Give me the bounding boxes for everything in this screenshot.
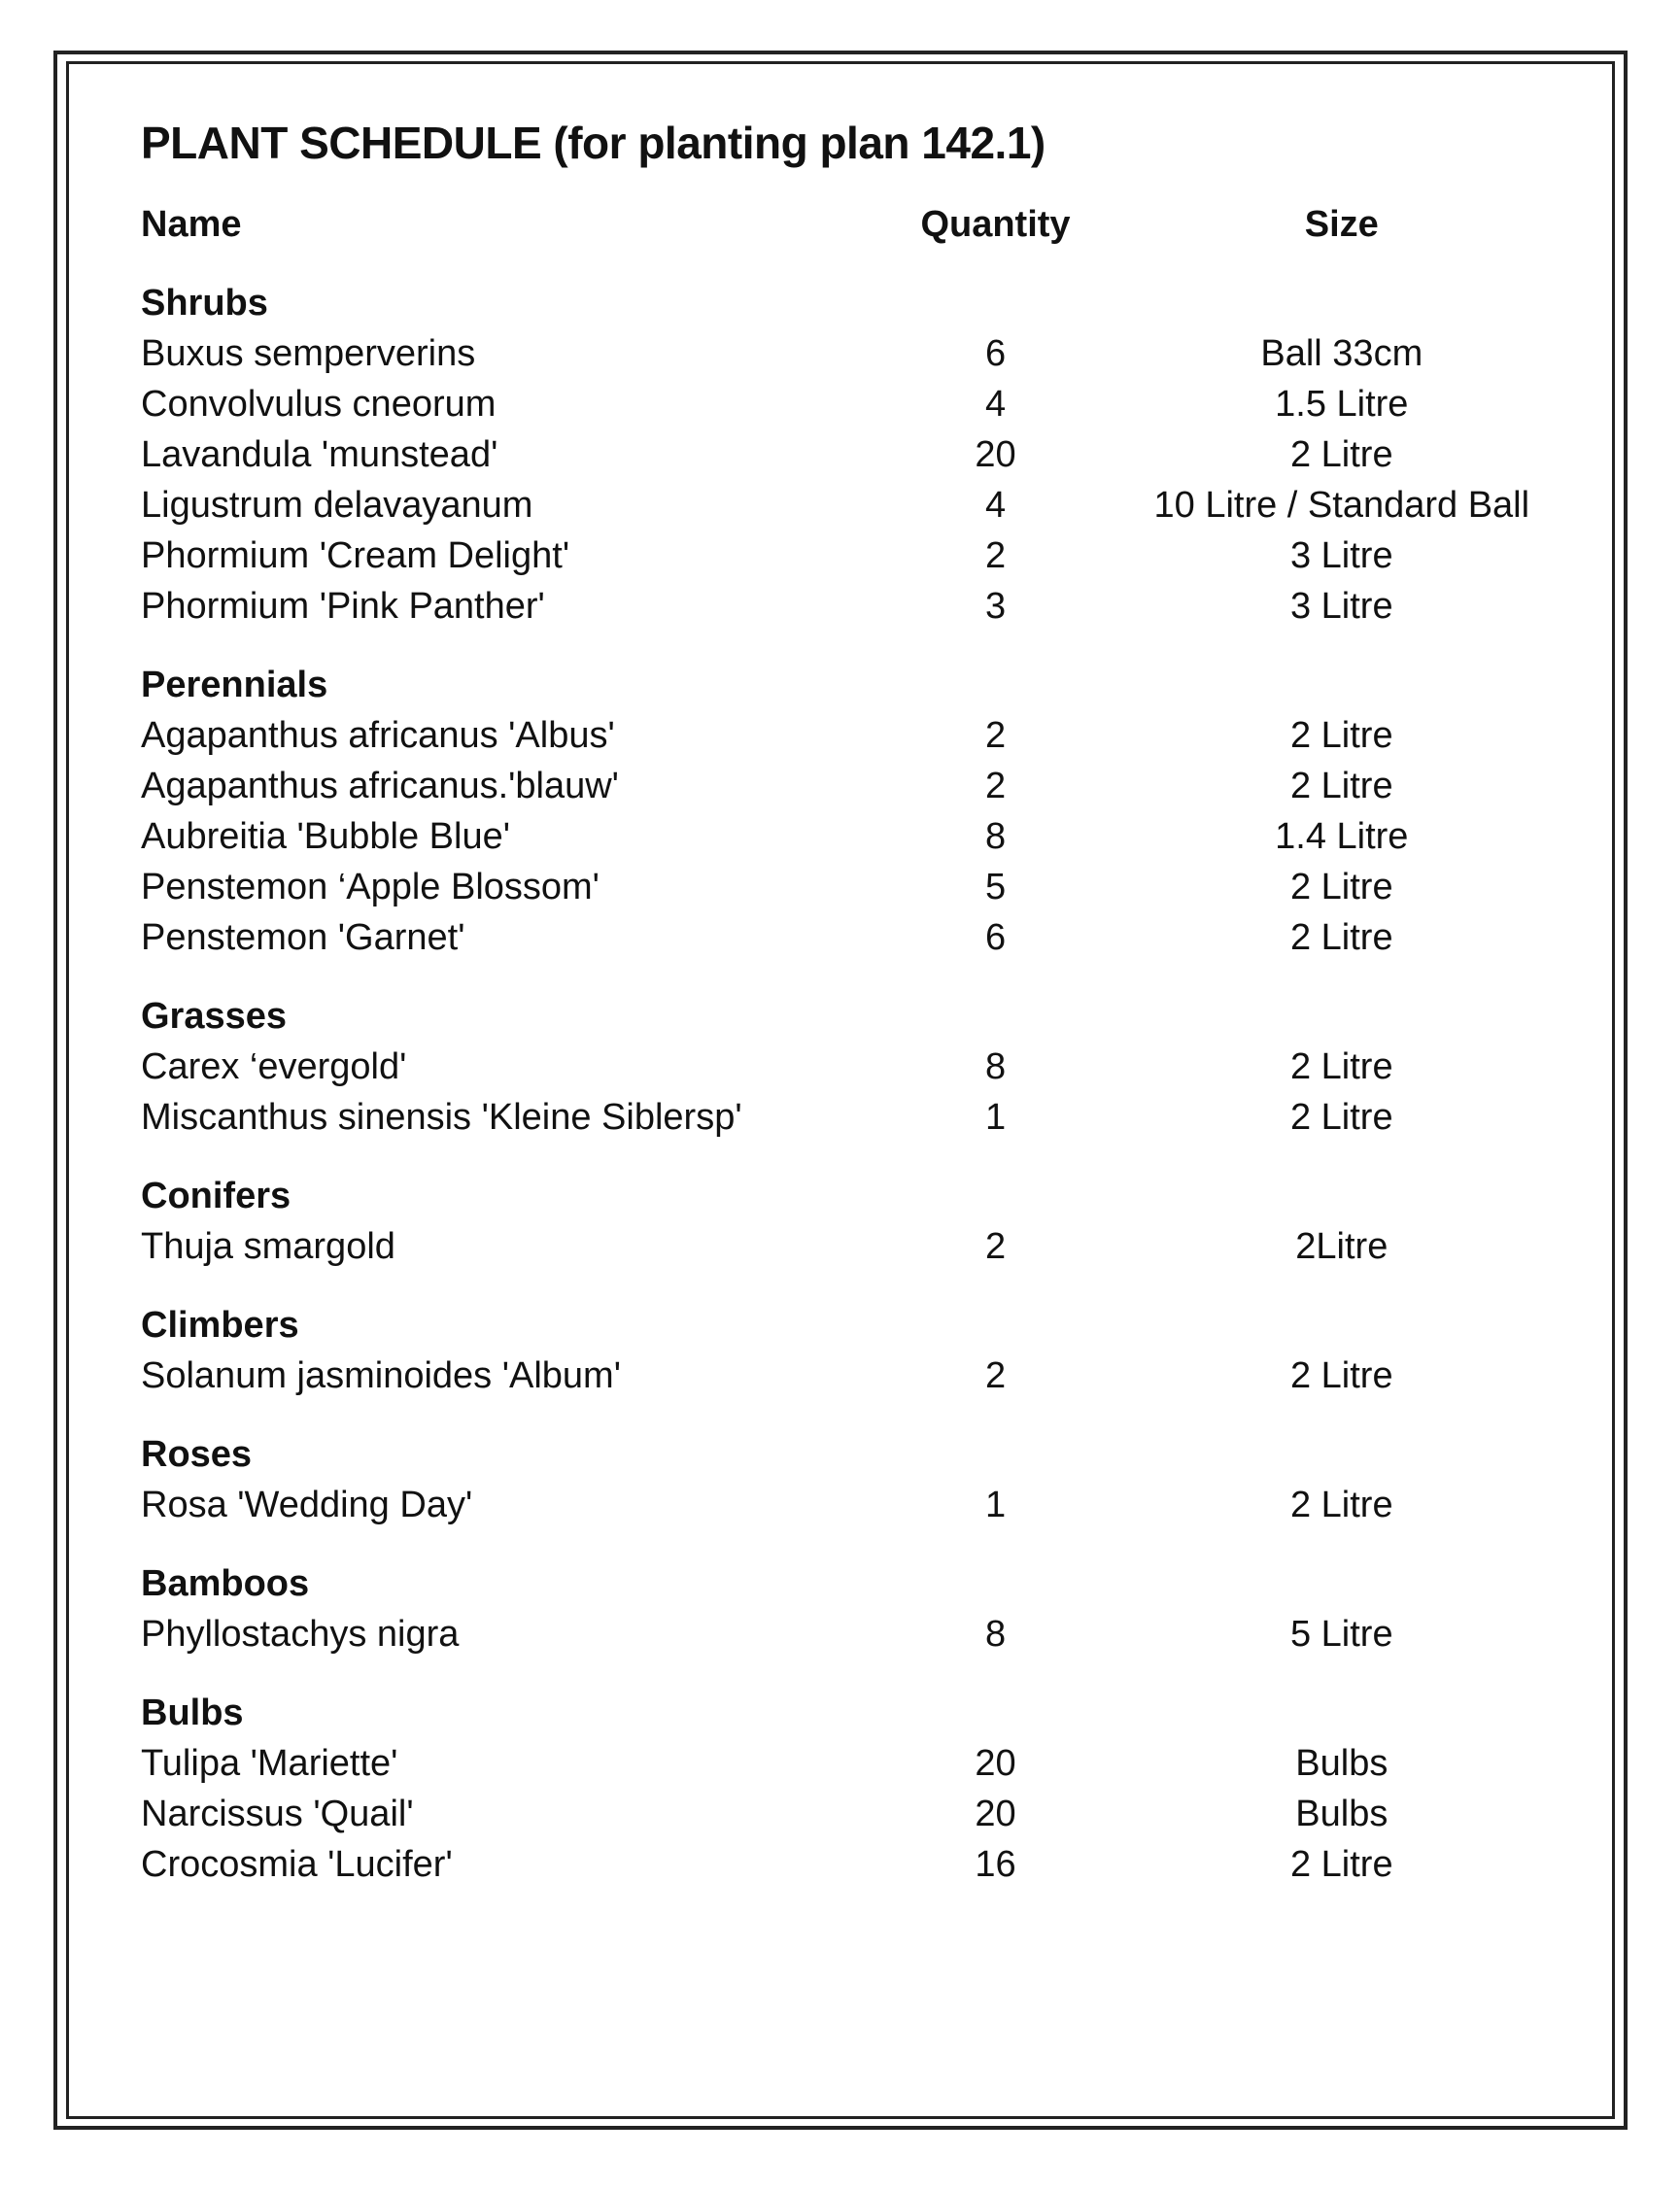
plant-row (141, 1092, 1569, 1143)
plant-row (141, 480, 1569, 530)
plant-size: 2 Litre (1289, 715, 1393, 756)
schedule-sections (141, 278, 1569, 1890)
section-title: Grasses (141, 996, 288, 1037)
plant-quantity: 5 (984, 867, 1007, 907)
plant-size: 2 Litre (1289, 1485, 1393, 1525)
plant-section (141, 991, 1569, 1143)
header-quantity: Quantity (920, 204, 1071, 245)
plant-name: Solanum jasminoides 'Album' (141, 1355, 621, 1396)
plant-quantity: 2 (984, 1355, 1007, 1396)
plant-quantity: 2 (984, 535, 1007, 576)
plant-row (141, 811, 1569, 862)
plant-name: Carex ‘evergold' (141, 1046, 407, 1087)
section-title: Shrubs (141, 283, 268, 324)
plant-quantity: 8 (984, 816, 1007, 857)
plant-name: Phormium 'Cream Delight' (141, 535, 570, 576)
plant-name: Lavandula 'munstead' (141, 434, 498, 475)
plant-row (141, 710, 1569, 761)
plant-row (141, 912, 1569, 963)
document-title: PLANT SCHEDULE (for planting plan 142.1) (141, 118, 1046, 168)
plant-row (141, 328, 1569, 379)
plant-row (141, 1221, 1569, 1272)
section-title: Bulbs (141, 1693, 244, 1733)
plant-size: Bulbs (1295, 1743, 1389, 1784)
plant-quantity: 4 (984, 485, 1007, 526)
plant-name: Agapanthus africanus 'Albus' (141, 715, 615, 756)
plant-size: 2 Litre (1289, 1844, 1393, 1885)
plant-quantity: 20 (975, 1743, 1016, 1784)
plant-size: 2 Litre (1289, 434, 1393, 475)
plant-name: Penstemon ‘Apple Blossom' (141, 867, 600, 907)
plant-name: Penstemon 'Garnet' (141, 917, 465, 958)
plant-row (141, 379, 1569, 429)
plant-quantity: 16 (975, 1844, 1016, 1885)
plant-row (141, 862, 1569, 912)
plant-quantity: 6 (984, 917, 1007, 958)
plant-size: 2Litre (1295, 1226, 1389, 1267)
column-headers (141, 204, 1569, 278)
plant-name: Aubreitia 'Bubble Blue' (141, 816, 510, 857)
plant-quantity: 20 (975, 434, 1016, 475)
plant-name: Ligustrum delavayanum (141, 485, 533, 526)
plant-size: 2 Litre (1289, 1355, 1393, 1396)
plant-name: Miscanthus sinensis 'Kleine Siblersp' (141, 1097, 742, 1138)
plant-name: Buxus semperverins (141, 333, 476, 374)
plant-row (141, 581, 1569, 632)
plant-row (141, 1609, 1569, 1659)
plant-name: Convolvulus cneorum (141, 384, 497, 425)
plant-quantity: 3 (984, 586, 1007, 627)
plant-size: Bulbs (1295, 1794, 1389, 1834)
plant-name: Tulipa 'Mariette' (141, 1743, 398, 1784)
section-title: Conifers (141, 1176, 291, 1216)
plant-section (141, 1688, 1569, 1890)
plant-size: 2 Litre (1289, 917, 1393, 958)
plant-name: Phyllostachys nigra (141, 1614, 460, 1655)
section-title: Perennials (141, 665, 328, 705)
plant-schedule (141, 109, 1569, 1890)
plant-name: Agapanthus africanus.'blauw' (141, 766, 619, 806)
plant-row (141, 1839, 1569, 1890)
plant-size: 1.5 Litre (1275, 384, 1409, 425)
plant-size: 3 Litre (1289, 586, 1393, 627)
header-name: Name (141, 204, 242, 245)
plant-section (141, 1429, 1569, 1530)
plant-name: Rosa 'Wedding Day' (141, 1485, 473, 1525)
plant-size: 10 Litre / Standard Ball (1153, 485, 1530, 526)
plant-quantity: 2 (984, 1226, 1007, 1267)
plant-section (141, 1171, 1569, 1272)
plant-quantity: 20 (975, 1794, 1016, 1834)
plant-row (141, 1351, 1569, 1401)
plant-name: Thuja smargold (141, 1226, 395, 1267)
plant-row (141, 1480, 1569, 1530)
section-title: Roses (141, 1434, 253, 1475)
plant-quantity: 1 (984, 1485, 1007, 1525)
plant-section (141, 1300, 1569, 1401)
plant-quantity: 2 (984, 715, 1007, 756)
plant-row (141, 429, 1569, 480)
plant-section (141, 660, 1569, 963)
plant-size: 2 Litre (1289, 867, 1393, 907)
plant-row (141, 1042, 1569, 1092)
plant-name: Crocosmia 'Lucifer' (141, 1844, 453, 1885)
plant-quantity: 4 (984, 384, 1007, 425)
plant-section (141, 278, 1569, 632)
plant-size: 3 Litre (1289, 535, 1393, 576)
plant-quantity: 6 (984, 333, 1007, 374)
plant-row (141, 761, 1569, 811)
section-title: Bamboos (141, 1563, 310, 1604)
header-size: Size (1304, 204, 1379, 245)
plant-size: 2 Litre (1289, 766, 1393, 806)
plant-row (141, 1789, 1569, 1839)
plant-row (141, 1738, 1569, 1789)
plant-name: Narcissus 'Quail' (141, 1794, 414, 1834)
plant-size: Ball 33cm (1260, 333, 1423, 374)
plant-section (141, 1558, 1569, 1659)
plant-size: 2 Litre (1289, 1097, 1393, 1138)
plant-quantity: 2 (984, 766, 1007, 806)
section-title: Climbers (141, 1305, 299, 1346)
plant-size: 2 Litre (1289, 1046, 1393, 1087)
plant-row (141, 530, 1569, 581)
plant-size: 5 Litre (1289, 1614, 1393, 1655)
plant-name: Phormium 'Pink Panther' (141, 586, 545, 627)
plant-quantity: 8 (984, 1614, 1007, 1655)
plant-quantity: 8 (984, 1046, 1007, 1087)
plant-size: 1.4 Litre (1275, 816, 1409, 857)
plant-quantity: 1 (984, 1097, 1007, 1138)
